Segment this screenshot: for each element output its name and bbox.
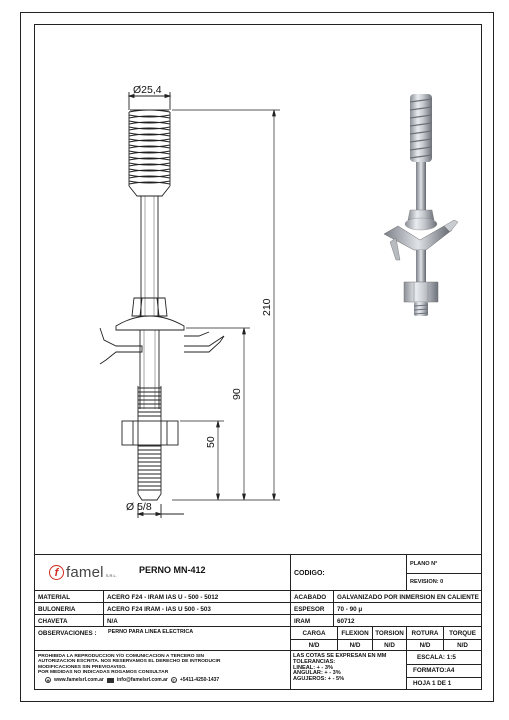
prop-value-flexion: N/D — [349, 641, 361, 649]
prop-header-torsion: TORSION — [375, 629, 404, 637]
technical-drawing — [34, 24, 482, 554]
prop-value-torsion: N/D — [384, 641, 395, 649]
tolerance-line: TOLERANCIAS: — [293, 658, 336, 665]
contact-info — [45, 677, 219, 683]
buloneria-label: BULONERIA — [38, 605, 76, 613]
tolerance-line: LINEAL: + - 3% — [293, 664, 333, 671]
famel-logo — [49, 564, 117, 581]
legal-line: PROHIBIDA LA REPRODUCCION Y/O COMUNICACION A TERCERO SIN — [38, 654, 205, 659]
brand-suffix: S.R.L. — [105, 573, 117, 578]
escala: ESCALA: 1:5 — [417, 654, 456, 661]
dim-total-length: 210 — [261, 298, 273, 316]
prop-value-carga: N/D — [308, 641, 320, 649]
legal-line: POR MEDIDAS NO INDICADAS ROGAMOS CONSULTAR — [38, 670, 169, 676]
globe-icon: ⊕ — [46, 678, 50, 683]
dim-lower-length: 50 — [205, 436, 217, 448]
chaveta-label: CHAVETA — [38, 617, 68, 625]
material-value: ACERO F24 - IRAM IAS U - 500 - 5012 — [107, 593, 219, 601]
famel-logo-icon: f — [49, 565, 64, 580]
tolerance-line: ANGULAR: + - 3% — [293, 670, 341, 677]
contact-email[interactable]: info@famelsrl.com.ar — [116, 677, 168, 683]
iram-value: 60712 — [337, 617, 355, 625]
material-label: MATERIAL — [38, 593, 71, 601]
phone-icon: ✆ — [172, 678, 176, 683]
legal-notice — [38, 654, 220, 676]
title-block — [35, 554, 481, 689]
mail-icon — [107, 678, 114, 683]
dim-bottom-diameter: Ø 5/8 — [126, 501, 152, 513]
prop-header-torque: TORQUE — [449, 629, 476, 637]
lower-thread — [138, 386, 161, 500]
tolerance-line: LAS COTAS SE EXPRESAN EN MM — [293, 653, 387, 659]
espesor-value: 70 - 90 μ — [337, 605, 363, 613]
row-observaciones — [35, 626, 481, 651]
row-footer — [35, 650, 481, 690]
revision-label: REVISION: 0 — [410, 579, 444, 585]
dim-top-diameter: Ø25,4 — [133, 84, 162, 96]
prop-header-rotura: ROTURA — [411, 629, 439, 637]
acabado-label: ACABADO — [294, 593, 327, 601]
bolt-2d-view — [100, 92, 280, 518]
chaveta-value: N/A — [107, 617, 118, 625]
title-block-header — [35, 554, 481, 591]
legal-line: MODIFICACIONES SIN PREVIOAVISO. — [38, 664, 127, 670]
top-thread — [129, 110, 170, 196]
formato: FORMATO:A4 — [413, 667, 455, 674]
brand-name: famel — [66, 564, 104, 581]
tolerance-line: AGUJEROS: + - 5% — [293, 676, 345, 683]
observaciones-label: OBSERVACIONES : — [38, 629, 97, 637]
hoja: HOJA 1 DE 1 — [413, 680, 452, 687]
iram-label: IRAM — [294, 617, 311, 625]
dim-middle-length: 90 — [231, 388, 243, 400]
espesor-label: ESPESOR — [294, 605, 325, 613]
acabado-value: GALVANIZADO POR INMERSION EN CALIENTE — [337, 593, 479, 601]
part-title: PERNO MN-412 — [139, 565, 206, 575]
prop-header-flexion: FLEXION — [341, 629, 369, 637]
tolerances — [293, 654, 386, 683]
buloneria-value: ACERO F24 IRAM - IAS U 500 - 503 — [107, 605, 211, 613]
bolt-3d-view — [384, 94, 458, 316]
plano-label: PLANO N° — [410, 561, 438, 567]
bolt-drawing — [34, 24, 482, 554]
contact-web[interactable]: www.famelsrl.com.ar — [54, 677, 104, 683]
prop-header-carga: CARGA — [302, 629, 326, 637]
codigo-label: CODIGO: — [294, 569, 325, 577]
prop-value-torque: N/D — [457, 641, 468, 649]
legal-line: AUTORIZACION ESCRITA. NOS RESERVAMOS EL DERECHO DE INTRODUCIR — [38, 659, 221, 665]
prop-value-rotura: N/D — [419, 641, 431, 649]
observaciones-value: PERNO PARA LINEA ELECTRICA — [108, 629, 194, 635]
contact-phone: +5411-4250-1437 — [179, 677, 220, 683]
